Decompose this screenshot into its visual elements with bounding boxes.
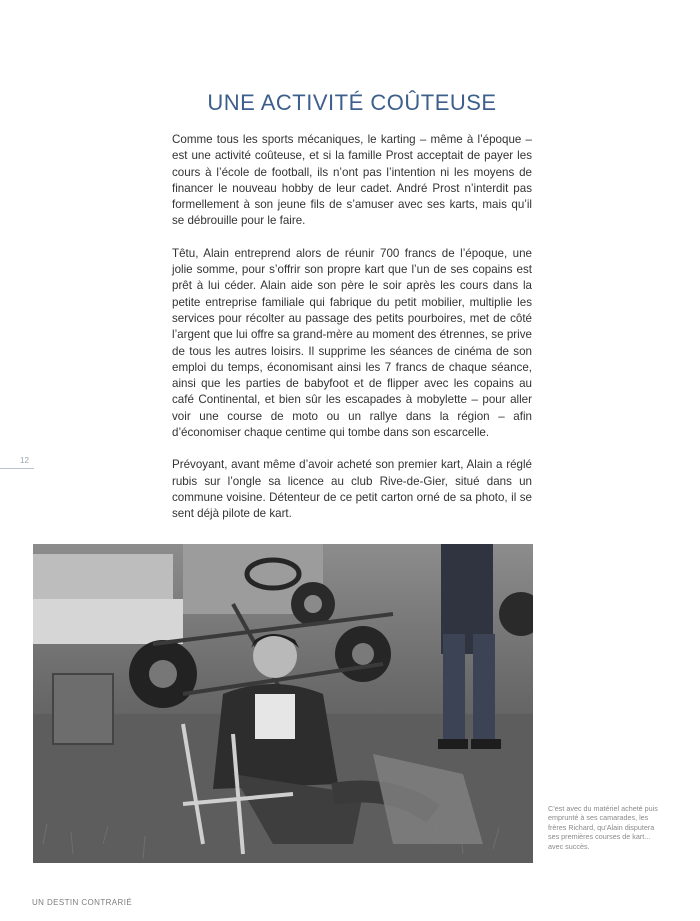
karting-photo — [33, 544, 533, 863]
photo-caption: C’est avec du matériel acheté puis emprunté à ses camarades, les frères Richard, qu’Alain disputera ses premières courses de kart... avec succès. — [548, 804, 658, 851]
body-text — [172, 132, 532, 539]
page-number-rule — [0, 468, 34, 469]
running-footer: UN DESTIN CONTRARIÉ — [32, 898, 133, 907]
chapter-heading: UNE ACTIVITÉ COÛTEUSE — [207, 90, 497, 115]
paragraph: Prévoyant, avant même d’avoir acheté son premier kart, Alain a réglé rubis sur l’ongle sa licence au club Rive-de-Gier, situé dans un commune voisine. Détenteur de ce petit carton orné de sa photo, il se sent déjà pilote de kart. — [172, 458, 532, 521]
page-number: 12 — [20, 456, 29, 465]
paragraph: Têtu, Alain entreprend alors de réunir 700 francs de l’époque, une jolie somme, pour s’offrir son propre kart que l’un de ses copains est prêt à lui céder. Alain aide son père le soir après les cours dans la petite entreprise familiale qui fabrique du petit mobilier, multiplie les services pour récolter au passage des petits pourboires, met de côté l’argent que lui offre sa grand-mère au moment des étrennes, se prive de tous les autres loisirs. Il supprime les séances de cinéma de son emploi du temps, économisant ainsi les 7 francs de chaque séance, ainsi que les parties de babyfoot et de flipper avec les copains au café Continental, et bien sûr les escapades à mobylette – pour aller voir une course de moto ou un rallye dans la région – afin d’économiser chaque centime qui tombe dans son escarcelle. — [172, 246, 532, 440]
photo-illustration — [33, 544, 533, 863]
jerry-can — [53, 674, 113, 744]
paragraph: Comme tous les sports mécaniques, le karting – même à l’époque – est une activité coûteuse, et si la famille Prost acceptait de payer les cours à l’école de football, ils n’ont pas l’intention ni les moyens de financer le nouveau hobby de leur cadet. André Prost n’interdit pas formellement à son jeune fils de s’amuser avec ses karts, mais qu’il se débrouille pour le faire. — [172, 133, 532, 228]
